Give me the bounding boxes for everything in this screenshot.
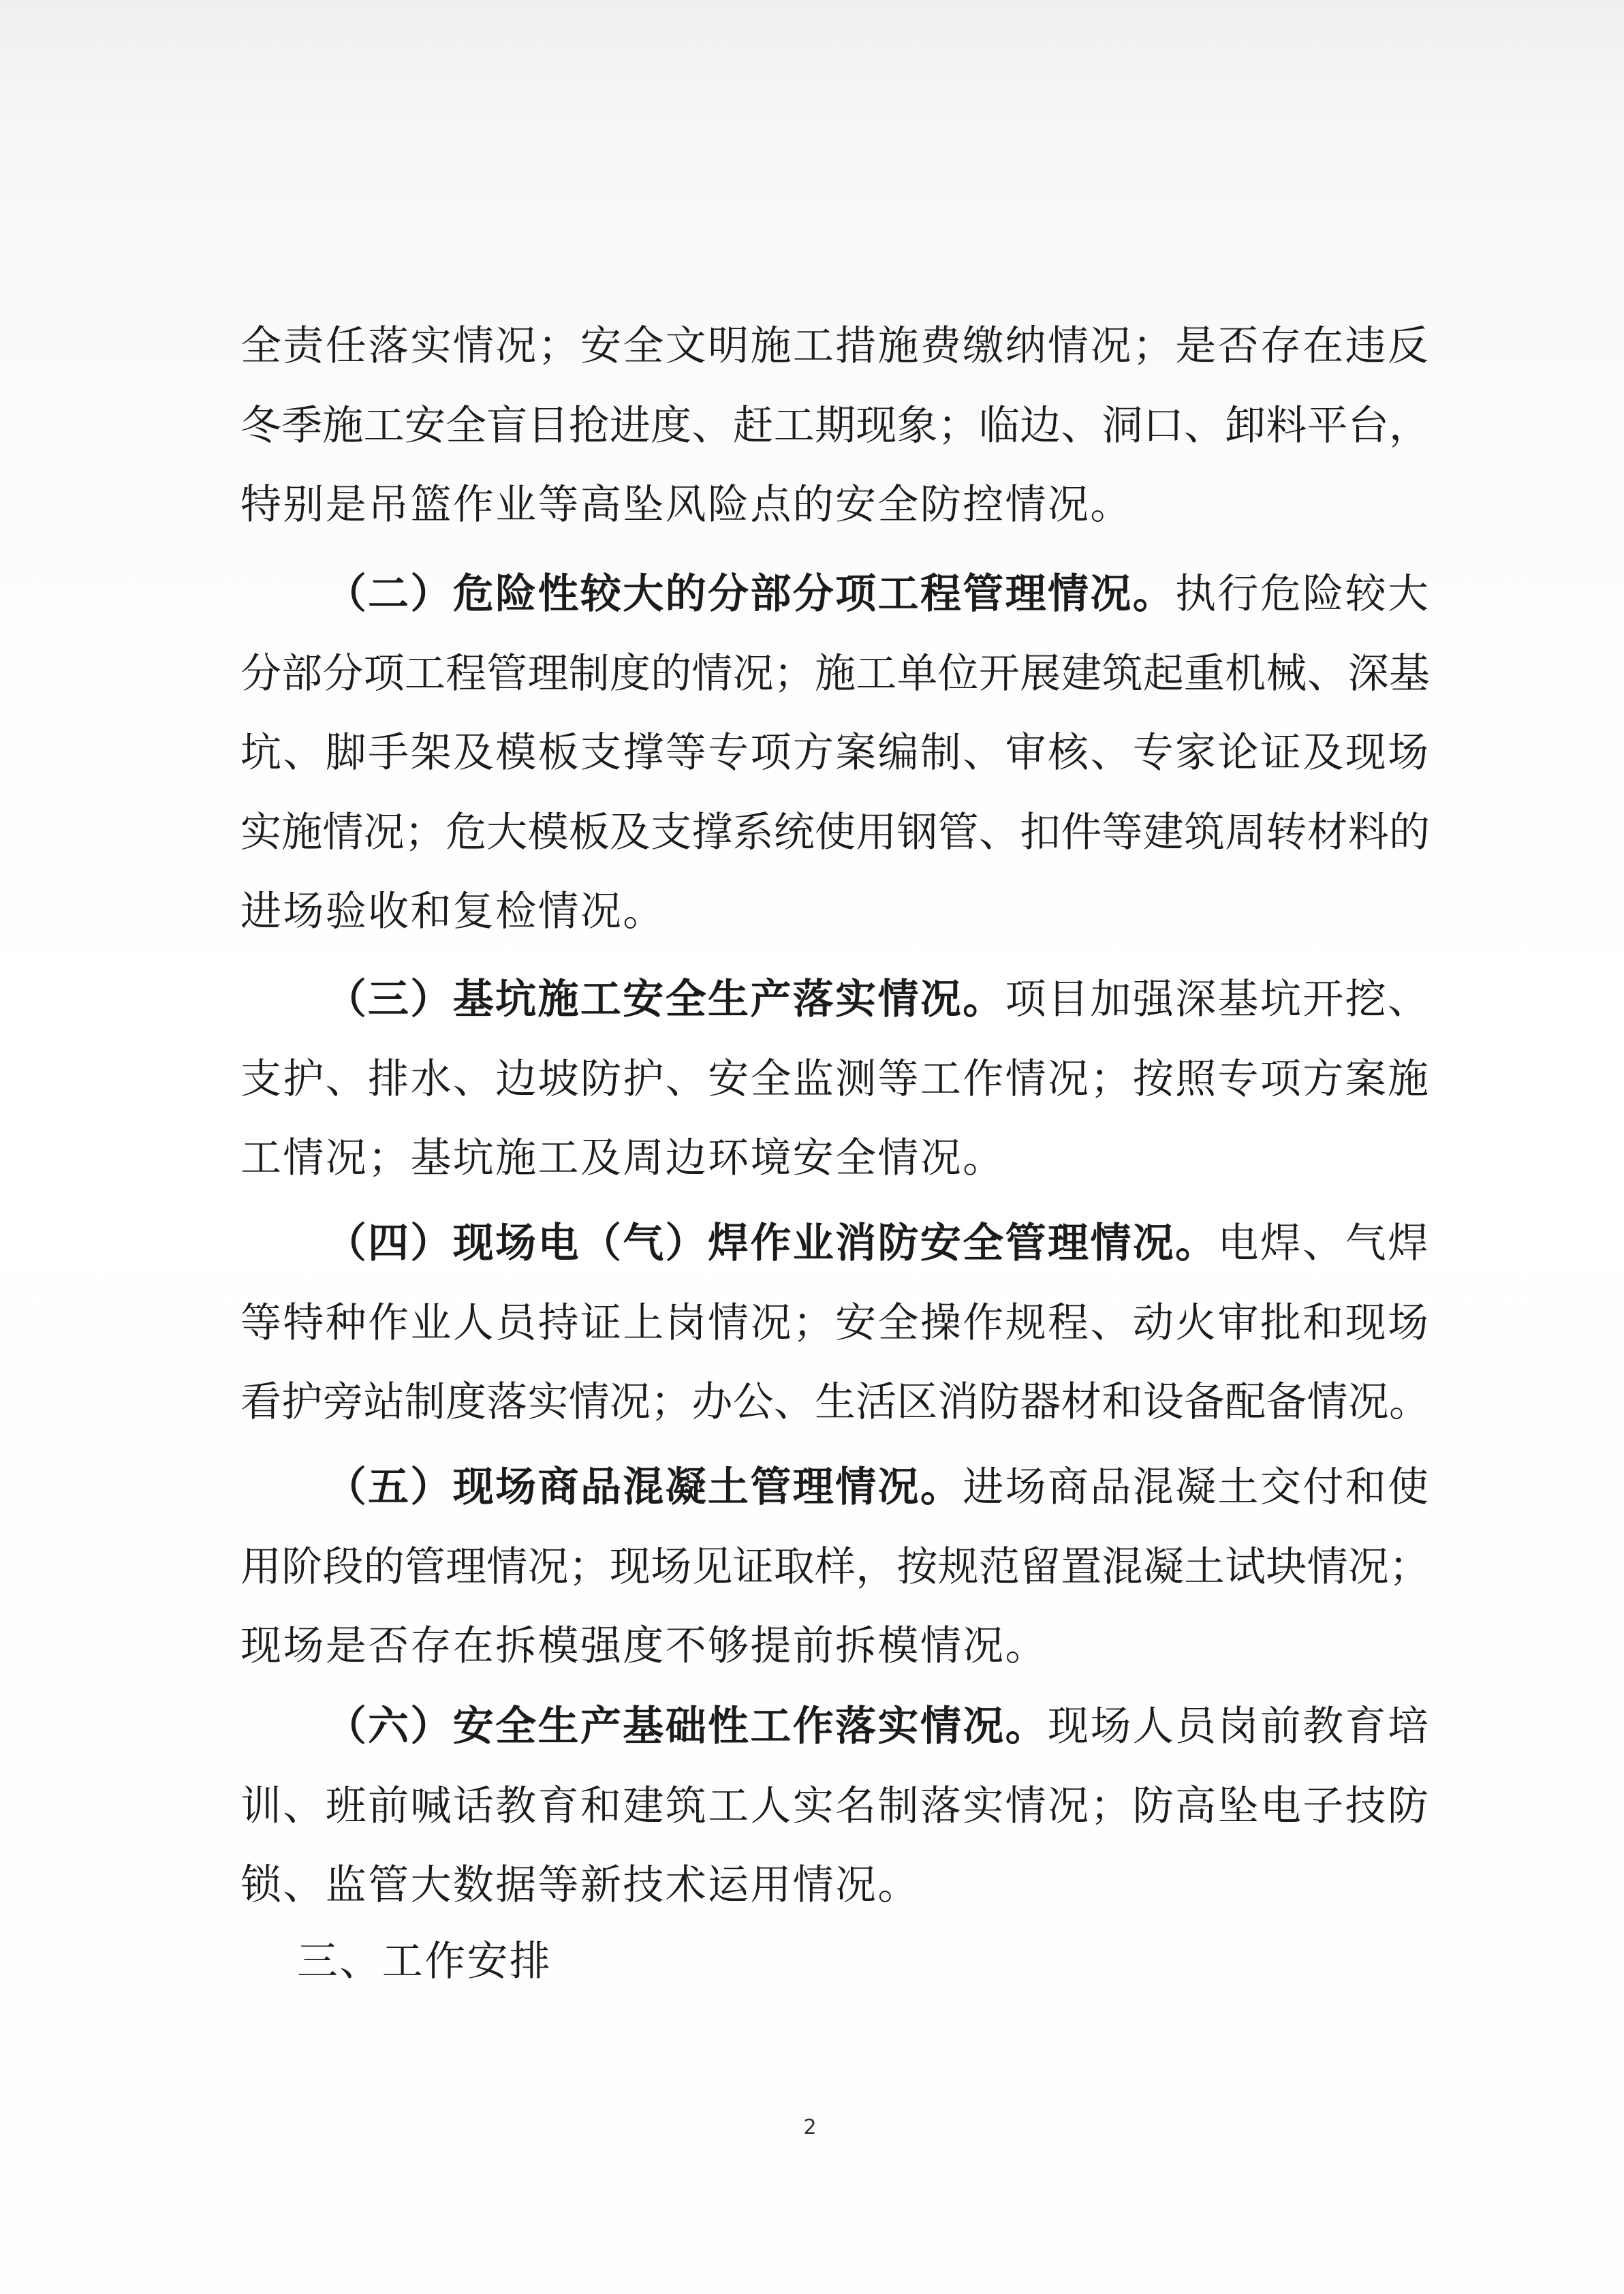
text-line: 工情况；基坑施工及周边环境安全情况。 [240, 1134, 1005, 1182]
text-line [240, 1448, 1430, 1528]
paragraph-item-2 [240, 555, 1430, 952]
text-line: 进场验收和复检情况。 [240, 888, 666, 935]
text-line [240, 1687, 1430, 1767]
text-line: 看护旁站制度落实情况；办公、生活区消防器材和设备配备情况。 [240, 1378, 1430, 1426]
section-heading: 三、工作安排 [297, 1938, 552, 1985]
text-line: 用阶段的管理情况；现场见证取样，按规范留置混凝土试块情况； [240, 1543, 1430, 1591]
text-line [240, 1204, 1430, 1284]
text-run: 执行危险较大 [1175, 570, 1430, 618]
text-line [240, 555, 1430, 634]
text-run: 现场人员岗前教育培 [1048, 1703, 1430, 1750]
item-heading: （二）危险性较大的分部分项工程管理情况。 [325, 570, 1176, 618]
text-line: 等特种作业人员持证上岗情况；安全操作规程、动火审批和现场 [240, 1299, 1430, 1347]
text-line: 坑、脚手架及模板支撑等专项方案编制、审核、专家论证及现场 [240, 729, 1430, 777]
item-heading: （五）现场商品混凝土管理情况。 [325, 1463, 963, 1511]
paragraph-item-4 [240, 1204, 1430, 1442]
text-run: 电焊、气焊 [1217, 1220, 1430, 1267]
text-line: 分部分项工程管理制度的情况；施工单位开展建筑起重机械、深基 [240, 649, 1430, 698]
item-heading: （六）安全生产基础性工作落实情况。 [325, 1703, 1048, 1750]
paragraph-item-3 [240, 960, 1430, 1198]
page-number: 2 [803, 2115, 817, 2139]
text-run: 进场商品混凝土交付和使 [963, 1463, 1430, 1511]
text-run: 项目加强深基坑开挖、 [1005, 976, 1430, 1023]
text-line: 特别是吊篮作业等高坠风险点的安全防控情况。 [240, 481, 1133, 529]
paragraph-continued [240, 307, 1430, 545]
text-line: 冬季施工安全盲目抢进度、赶工期现象；临边、洞口、卸料平台， [240, 401, 1430, 450]
text-line: 支护、排水、边坡防护、安全监测等工作情况；按照专项方案施 [240, 1055, 1430, 1103]
paragraph-item-6 [240, 1687, 1430, 1925]
text-line: 实施情况；危大模板及支撑系统使用钢管、扣件等建筑周转材料的 [240, 808, 1430, 856]
text-line: 全责任落实情况；安全文明施工措施费缴纳情况；是否存在违反 [240, 322, 1430, 370]
paragraph-item-5 [240, 1448, 1430, 1686]
item-heading: （四）现场电（气）焊作业消防安全管理情况。 [325, 1220, 1218, 1267]
text-line: 现场是否存在拆模强度不够提前拆模情况。 [240, 1622, 1048, 1670]
item-heading: （三）基坑施工安全生产落实情况。 [325, 976, 1005, 1023]
text-line: 训、班前喊话教育和建筑工人实名制落实情况；防高坠电子技防 [240, 1782, 1430, 1830]
text-line: 锁、监管大数据等新技术运用情况。 [240, 1861, 920, 1909]
text-line [240, 960, 1430, 1040]
